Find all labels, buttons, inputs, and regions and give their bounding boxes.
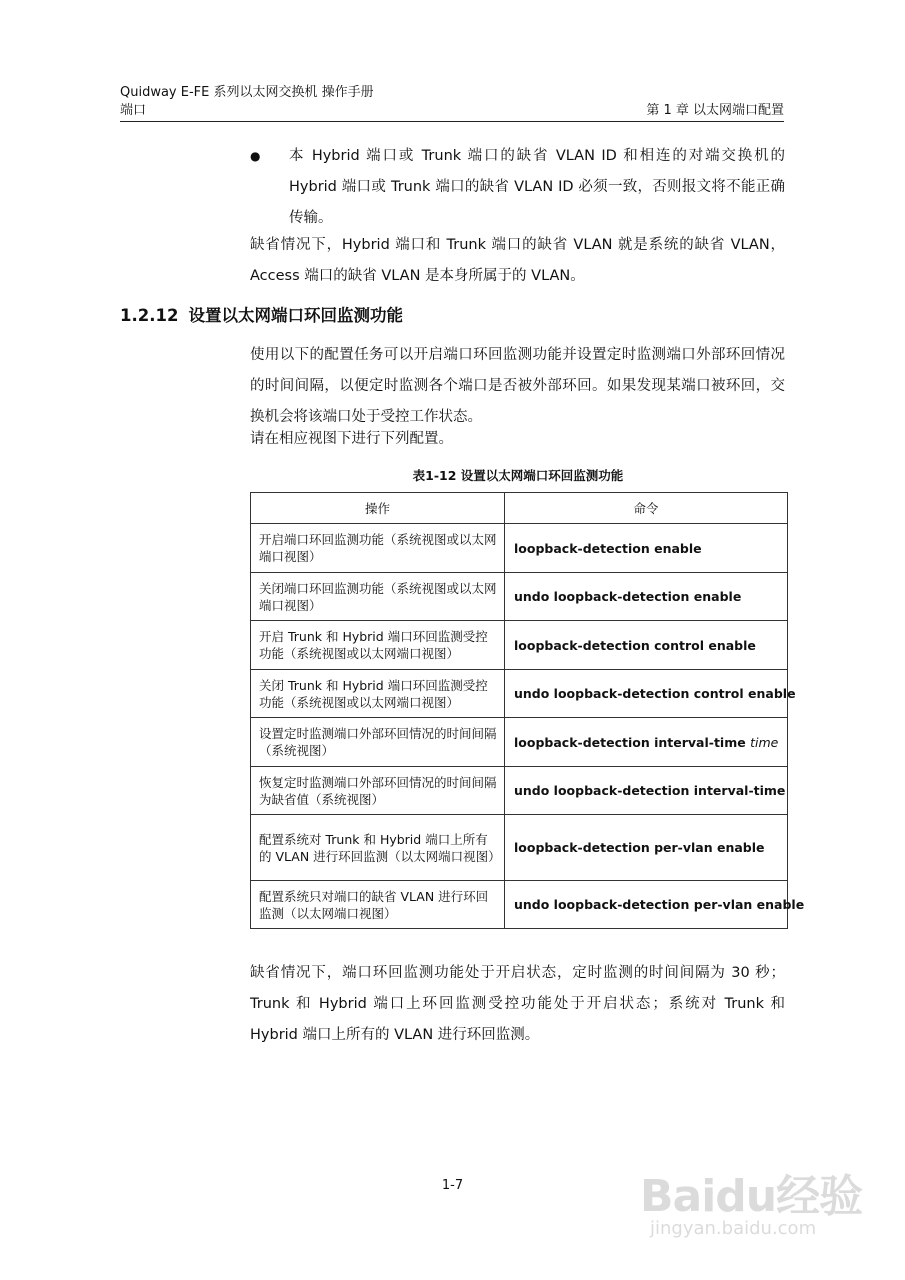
operation-cell: 开启端口环回监测功能（系统视图或以太网端口视图） <box>251 524 505 573</box>
header-line-2 <box>120 102 784 120</box>
table-row <box>251 767 788 815</box>
command-cell <box>505 670 796 718</box>
command-table <box>250 492 805 929</box>
table-row <box>251 670 788 718</box>
command-cell <box>505 524 788 573</box>
paragraph-defaults: 缺省情况下，端口环回监测功能处于开启状态，定时监测的时间间隔为 30 秒；Trunk 和 Hybrid 端口上环回监测受控功能处于开启状态；系统对 Trunk 和 Hybrid 端口上所有的 VLAN 进行环回监测。 <box>250 965 785 1043</box>
page-header <box>120 84 784 120</box>
bullet-text: 本 Hybrid 端口或 Trunk 端口的缺省 VLAN ID 和相连的对端交换机的 Hybrid 端口或 Trunk 端口的缺省 VLAN ID 必须一致，否则报文将不能正确传输。 <box>289 148 785 226</box>
command-text: loopback-detection interval-time <box>514 734 746 750</box>
table-row <box>251 881 788 929</box>
paragraph-instruction: 请在相应视图下进行下列配置。 <box>250 431 453 447</box>
operation-cell: 开启 Trunk 和 Hybrid 端口环回监测受控功能（系统视图或以太网端口视图） <box>251 621 505 670</box>
section-title: 设置以太网端口环回监测功能 <box>188 306 403 325</box>
command-cell <box>505 767 788 815</box>
command-cell <box>505 881 805 929</box>
header-section: 端口 <box>120 103 147 118</box>
table-row <box>251 718 788 767</box>
operation-cell: 关闭 Trunk 和 Hybrid 端口环回监测受控功能（系统视图或以太网端口视图） <box>251 670 505 718</box>
column-header-operation: 操作 <box>251 493 505 524</box>
command-text: undo loopback-detection control enable <box>514 686 796 701</box>
table-row <box>251 621 788 670</box>
command-text: undo loopback-detection per-vlan enable <box>514 897 805 912</box>
bullet-item <box>250 141 785 234</box>
operation-cell: 关闭端口环回监测功能（系统视图或以太网端口视图） <box>251 573 505 621</box>
command-cell <box>505 573 788 621</box>
table-row <box>251 815 788 881</box>
command-cell <box>505 815 788 881</box>
watermark-logo: Baidu经验 <box>640 1171 863 1222</box>
header-divider <box>120 121 784 122</box>
command-argument: time <box>750 734 779 750</box>
header-chapter: 第 1 章 以太网端口配置 <box>646 103 784 118</box>
command-cell <box>505 621 788 670</box>
bullet-dot-icon: ● <box>250 149 261 163</box>
paragraph-intro: 使用以下的配置任务可以开启端口环回监测功能并设置定时监测端口外部环回情况的时间间隔，以便定时监测各个端口是否被外部环回。如果发现某端口被环回，交换机会将该端口处于受控工作状态。 <box>250 347 785 425</box>
command-text: undo loopback-detection interval-time <box>514 783 786 798</box>
column-header-command: 命令 <box>505 493 788 524</box>
operation-cell: 设置定时监测端口外部环回情况的时间间隔（系统视图） <box>251 718 505 767</box>
header-title: Quidway E-FE 系列以太网交换机 操作手册 <box>120 85 374 100</box>
table-row <box>251 524 788 573</box>
operation-cell: 恢复定时监测端口外部环回情况的时间间隔为缺省值（系统视图） <box>251 767 505 815</box>
operation-cell: 配置系统对 Trunk 和 Hybrid 端口上所有的 VLAN 进行环回监测（以太网端口视图） <box>251 815 505 881</box>
section-heading <box>120 302 403 330</box>
table-row <box>251 573 788 621</box>
watermark-url: jingyan.baidu.com <box>650 1218 817 1239</box>
table-header-row <box>251 493 788 524</box>
command-text: loopback-detection enable <box>514 540 702 556</box>
paragraph-default-vlan: 缺省情况下，Hybrid 端口和 Trunk 端口的缺省 VLAN 就是系统的缺省 VLAN，Access 端口的缺省 VLAN 是本身所属于的 VLAN。 <box>250 237 785 284</box>
command-text: loopback-detection per-vlan enable <box>514 840 765 855</box>
command-text: loopback-detection control enable <box>514 637 756 653</box>
operation-cell: 配置系统只对端口的缺省 VLAN 进行环回监测（以太网端口视图） <box>251 881 505 929</box>
table-caption: 表1-12 设置以太网端口环回监测功能 <box>412 468 624 483</box>
command-text: undo loopback-detection enable <box>514 589 742 604</box>
page-number: 1-7 <box>441 1178 464 1193</box>
command-cell <box>505 718 788 767</box>
section-number: 1.2.12 <box>120 306 179 325</box>
watermark <box>640 1140 870 1255</box>
